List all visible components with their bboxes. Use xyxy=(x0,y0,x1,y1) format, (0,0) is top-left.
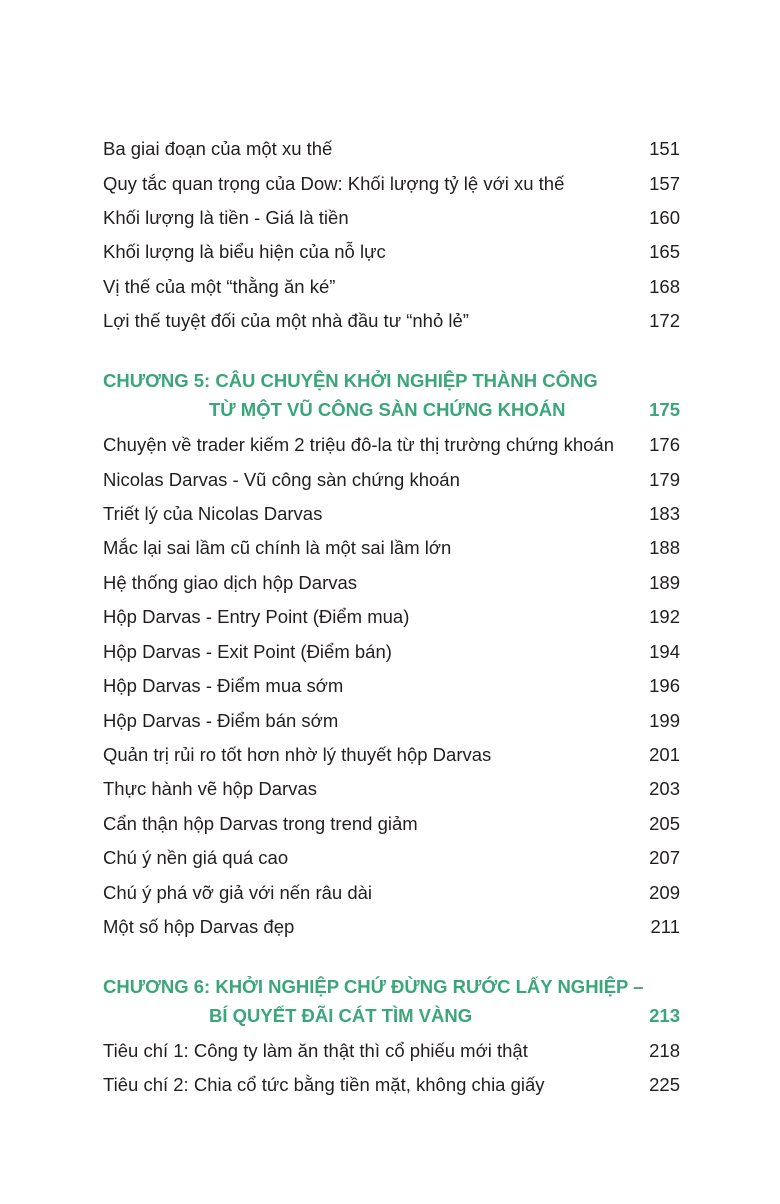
toc-entry-page: 172 xyxy=(649,310,680,331)
toc-entry-title: Quy tắc quan trọng của Dow: Khối lượng tỷ lệ với xu thế xyxy=(103,173,565,194)
toc-entry-title: Khối lượng là biểu hiện của nỗ lực xyxy=(103,241,386,262)
toc-entry xyxy=(103,135,680,163)
toc-entry-title: Nicolas Darvas - Vũ công sàn chứng khoán xyxy=(103,469,460,490)
toc-entry-title: Quản trị rủi ro tốt hơn nhờ lý thuyết hộp Darvas xyxy=(103,744,492,765)
toc-entry-title: Tiêu chí 2: Chia cổ tức bằng tiền mặt, không chia giấy xyxy=(103,1074,545,1095)
toc-entry xyxy=(103,707,680,735)
toc-entry xyxy=(103,170,680,198)
toc-entry-page: 157 xyxy=(649,173,680,194)
toc-entry-page: 176 xyxy=(649,434,680,455)
toc-entry-title: Tiêu chí 1: Công ty làm ăn thật thì cổ phiếu mới thật xyxy=(103,1040,528,1061)
toc-entry-page: 194 xyxy=(649,641,680,662)
toc-entry-title: Chuyện về trader kiếm 2 triệu đô-la từ thị trường chứng khoán xyxy=(103,434,615,455)
toc-entry xyxy=(103,810,680,838)
toc-entry xyxy=(103,638,680,666)
toc-entry xyxy=(103,741,680,769)
toc-entry xyxy=(103,307,680,335)
toc-entry-page: 179 xyxy=(649,469,680,490)
toc-entry-page: 188 xyxy=(649,537,680,558)
toc-entry-title: Vị thế của một “thằng ăn ké” xyxy=(103,276,336,297)
toc-entry-title: Triết lý của Nicolas Darvas xyxy=(103,503,323,524)
toc-entry-page: 209 xyxy=(649,882,680,903)
toc-entry-page: 196 xyxy=(649,675,680,696)
toc-entry-page: 211 xyxy=(650,916,680,937)
toc-entry-page: 165 xyxy=(649,241,680,262)
toc-entry xyxy=(103,273,680,301)
chapter-heading-6 xyxy=(103,973,680,1033)
toc-entry xyxy=(103,534,680,562)
toc-entry-title: Khối lượng là tiền - Giá là tiền xyxy=(103,207,349,228)
toc-entry-page: 205 xyxy=(649,813,680,834)
toc-entry-title: Chú ý phá vỡ giả với nến râu dài xyxy=(103,882,373,903)
toc-entry xyxy=(103,775,680,803)
toc-entry-title: Một số hộp Darvas đẹp xyxy=(103,916,295,937)
toc-entry xyxy=(103,500,680,528)
toc-entry-page: 218 xyxy=(649,1040,680,1061)
toc-entry xyxy=(103,603,680,631)
toc-entry xyxy=(103,879,680,907)
toc-entry xyxy=(103,204,680,232)
toc-entry-title: Hộp Darvas - Entry Point (Điểm mua) xyxy=(103,606,410,627)
chapter-title-line1: CHƯƠNG 5: CÂU CHUYỆN KHỞI NGHIỆP THÀNH CÔNG xyxy=(103,370,598,391)
toc-entry-title: Hộp Darvas - Điểm mua sớm xyxy=(103,675,344,696)
toc-entry-page: 160 xyxy=(649,207,680,228)
toc-entry-page: 203 xyxy=(649,778,680,799)
toc-entry-page: 168 xyxy=(649,276,680,297)
chapter-page: 213 xyxy=(649,1005,680,1026)
chapter-page: 175 xyxy=(649,399,680,420)
toc-entry-page: 207 xyxy=(649,847,680,868)
toc-entry xyxy=(103,1071,680,1099)
chapter-title-line1: CHƯƠNG 6: KHỞI NGHIỆP CHỨ ĐỪNG RƯỚC LẤY NGHIỆP – xyxy=(103,976,644,997)
toc-entry-page: 189 xyxy=(649,572,680,593)
toc-entry-title: Hộp Darvas - Điểm bán sớm xyxy=(103,710,339,731)
toc-entry xyxy=(103,431,680,459)
toc-entry-page: 151 xyxy=(649,138,680,159)
chapter-title-line2: TỪ MỘT VŨ CÔNG SÀN CHỨNG KHOÁN xyxy=(209,399,566,420)
toc-entry-page: 192 xyxy=(649,606,680,627)
toc-entry-title: Ba giai đoạn của một xu thế xyxy=(103,138,333,159)
toc-entry-title: Lợi thế tuyệt đối của một nhà đầu tư “nhỏ lẻ” xyxy=(103,310,469,331)
toc-entry-title: Cẩn thận hộp Darvas trong trend giảm xyxy=(103,813,418,834)
toc-entry-title: Chú ý nền giá quá cao xyxy=(103,847,289,868)
toc-entry-page: 183 xyxy=(649,503,680,524)
toc-entry-title: Hộp Darvas - Exit Point (Điểm bán) xyxy=(103,641,392,662)
toc-entry xyxy=(103,238,680,266)
toc-entry xyxy=(103,844,680,872)
toc-entry-title: Thực hành vẽ hộp Darvas xyxy=(103,778,317,799)
toc-entry xyxy=(103,913,680,941)
toc-entry-page: 199 xyxy=(649,710,680,731)
chapter-heading-5 xyxy=(103,367,680,427)
chapter-title-line2: BÍ QUYẾT ĐÃI CÁT TÌM VÀNG xyxy=(209,1005,473,1026)
toc-entry xyxy=(103,672,680,700)
toc-entry-title: Hệ thống giao dịch hộp Darvas xyxy=(103,572,358,593)
toc-entry-title: Mắc lại sai lầm cũ chính là một sai lầm lớn xyxy=(103,537,452,558)
toc-entry-page: 201 xyxy=(649,744,680,765)
toc-entry xyxy=(103,466,680,494)
toc-entry-page: 225 xyxy=(649,1074,680,1095)
toc-entry xyxy=(103,569,680,597)
toc-entry xyxy=(103,1037,680,1065)
